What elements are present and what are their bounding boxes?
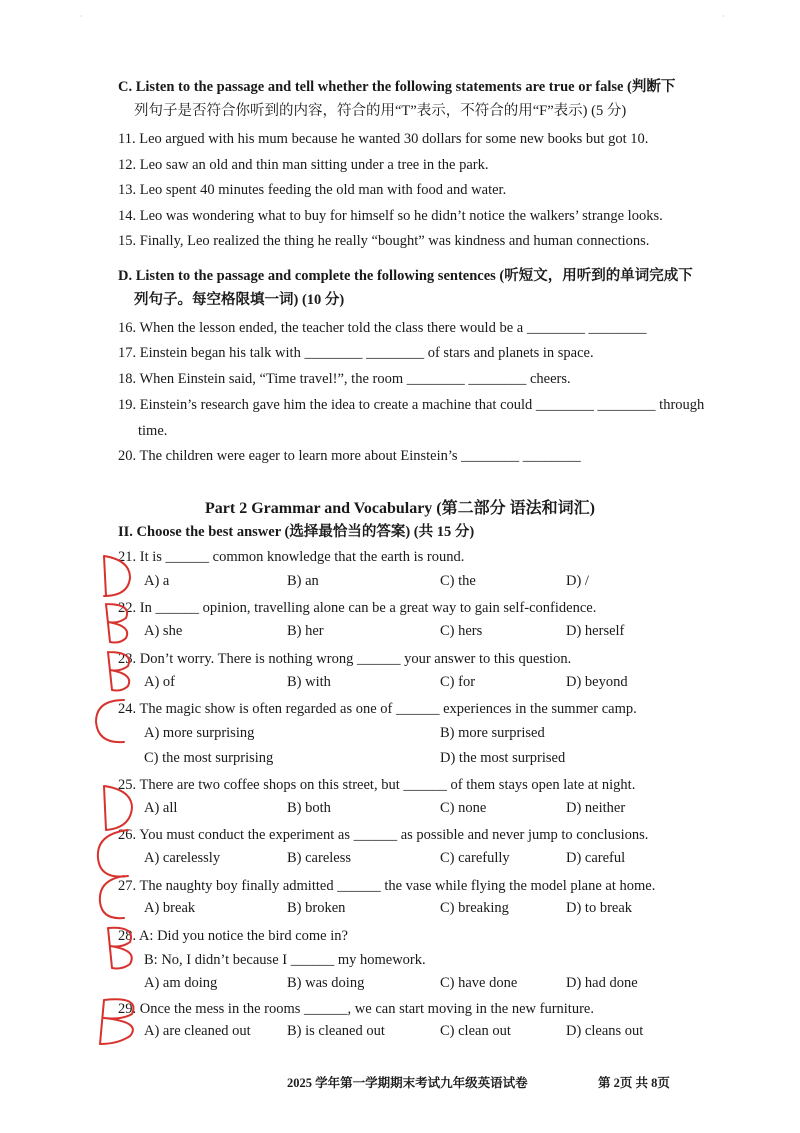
q29-option-c: C) clean out: [440, 1023, 511, 1039]
part2-title: Part 2 Grammar and Vocabulary (第二部分 语法和词汇): [205, 500, 595, 517]
section-d-heading: D. Listen to the passage and complete the following sentences (听短文，用听到的单词完成下: [118, 268, 693, 284]
question-21-stem: 21. It is ______ common knowledge that the earth is round.: [118, 549, 465, 565]
q23-option-d: D) beyond: [566, 674, 628, 690]
question-23-stem: 23. Don’t worry. There is nothing wrong ______ your answer to this question.: [118, 651, 572, 667]
question-29-stem: 29. Once the mess in the rooms ______, we can start moving in the new furniture.: [118, 1001, 594, 1017]
q24-option-d: D) the most surprised: [440, 750, 566, 766]
statement-12: 12. Leo saw an old and thin man sitting under a tree in the park.: [118, 157, 489, 173]
scan-speck-left: ·: [80, 12, 83, 21]
q28-option-c: C) have done: [440, 975, 518, 991]
section-c-heading-cont: 列句子是否符合你听到的内容，符合的用“T”表示，不符合的用“F”表示) (5 分): [134, 103, 627, 119]
statement-15: 15. Finally, Leo realized the thing he really “bought” was kindness and human connections.: [118, 233, 650, 249]
q29-option-d: D) cleans out: [566, 1023, 644, 1039]
q24-option-a: A) more surprising: [144, 725, 255, 741]
q26-option-d: D) careful: [566, 850, 626, 866]
q27-option-b: B) broken: [287, 900, 346, 916]
q23-option-a: A) of: [144, 674, 176, 690]
section-d-heading-cont: 列句子。每空格限填一词) (10 分): [134, 292, 345, 308]
section-c-heading: C. Listen to the passage and tell whether the following statements are true or false (判断下: [118, 79, 676, 95]
sentence-18: 18. When Einstein said, “Time travel!”, the room ________ ________ cheers.: [118, 371, 571, 387]
sentence-20: 20. The children were eager to learn more about Einstein’s ________ ________: [118, 448, 581, 464]
q28-option-a: A) am doing: [144, 975, 218, 991]
q27-option-d: D) to break: [566, 900, 633, 916]
sentence-19: 19. Einstein’s research gave him the idea to create a machine that could ________ ________ through: [118, 397, 705, 413]
q25-option-b: B) both: [287, 800, 331, 816]
q27-option-c: C) breaking: [440, 900, 509, 916]
q22-option-d: D) herself: [566, 623, 625, 639]
statement-13: 13. Leo spent 40 minutes feeding the old man with food and water.: [118, 182, 507, 198]
q26-option-a: A) carelessly: [144, 850, 221, 866]
statement-11: 11. Leo argued with his mum because he wanted 30 dollars for some new books but got 10.: [118, 131, 649, 147]
question-28-stem: 28. A: Did you notice the bird come in?: [118, 928, 348, 944]
question-25-stem: 25. There are two coffee shops on this street, but ______ of them stays open late at night.: [118, 777, 636, 793]
q21-option-a: A) a: [144, 573, 170, 589]
q25-option-c: C) none: [440, 800, 487, 816]
question-27-stem: 27. The naughty boy finally admitted ______ the vase while flying the model plane at home.: [118, 878, 656, 894]
q25-option-a: A) all: [144, 800, 178, 816]
question-26-stem: 26. You must conduct the experiment as ______ as possible and never jump to conclusions.: [118, 827, 649, 843]
sentence-16: 16. When the lesson ended, the teacher told the class there would be a ________ ________: [118, 320, 647, 336]
q28-option-b: B) was doing: [287, 975, 365, 991]
q22-option-b: B) her: [287, 623, 324, 639]
q25-option-d: D) neither: [566, 800, 626, 816]
q26-option-b: B) careless: [287, 850, 352, 866]
sentence-17: 17. Einstein began his talk with ________ ________ of stars and planets in space.: [118, 345, 594, 361]
statement-14: 14. Leo was wondering what to buy for himself so he didn’t notice the walkers’ strange looks.: [118, 208, 663, 224]
q21-option-c: C) the: [440, 573, 476, 589]
q23-option-c: C) for: [440, 674, 476, 690]
q29-option-b: B) is cleaned out: [287, 1023, 385, 1039]
q21-option-b: B) an: [287, 573, 319, 589]
q22-option-c: C) hers: [440, 623, 483, 639]
q21-option-d: D) /: [566, 573, 589, 589]
q27-option-a: A) break: [144, 900, 196, 916]
q28-option-d: D) had done: [566, 975, 638, 991]
question-22-stem: 22. In ______ opinion, travelling alone can be a great way to gain self-confidence.: [118, 600, 597, 616]
q24-option-b: B) more surprised: [440, 725, 545, 741]
sentence-19-cont: time.: [138, 423, 168, 439]
question-24-stem: 24. The magic show is often regarded as one of ______ experiences in the summer camp.: [118, 701, 637, 717]
question-28-stem-b: B: No, I didn’t because I ______ my homework.: [144, 952, 426, 968]
scan-speck-right: ·: [722, 12, 725, 21]
part2-subheading: II. Choose the best answer (选择最恰当的答案) (共 15 分): [118, 524, 475, 540]
q29-option-a: A) are cleaned out: [144, 1023, 251, 1039]
q26-option-c: C) carefully: [440, 850, 510, 866]
q22-option-a: A) she: [144, 623, 183, 639]
footer-exam-title: 2025 学年第一学期期末考试九年级英语试卷: [287, 1076, 528, 1090]
q24-option-c: C) the most surprising: [144, 750, 274, 766]
q23-option-b: B) with: [287, 674, 331, 690]
footer-page-number: 第 2页 共 8页: [598, 1076, 670, 1090]
